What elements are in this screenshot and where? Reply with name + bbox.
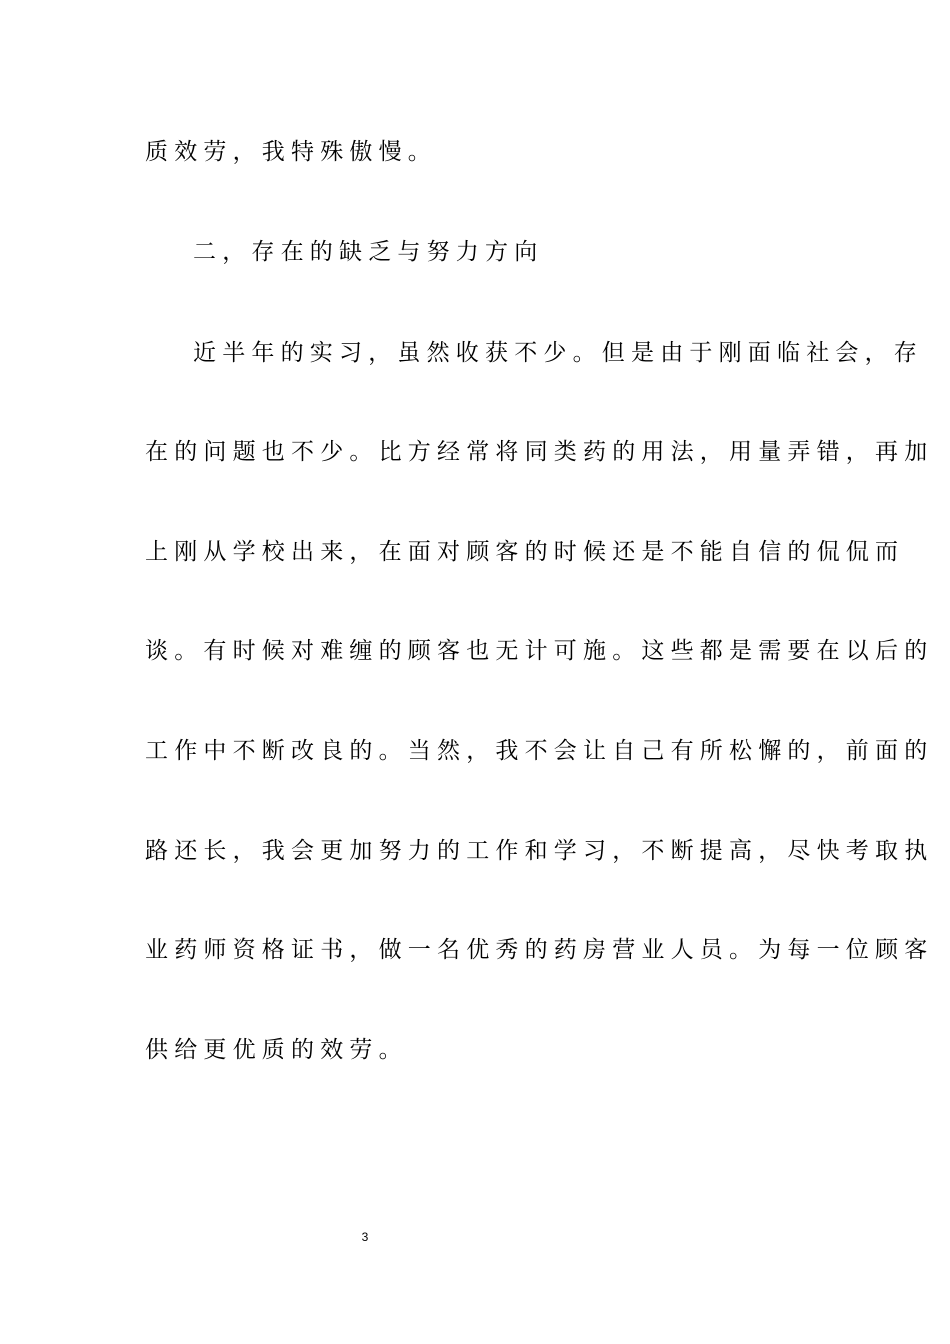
paragraph-line-9: 供给更优质的效劳。 [145,1037,408,1063]
paragraph-line-5: 谈。有时候对难缠的顾客也无计可施。这些都是需要在以后的 [145,638,934,664]
section-heading: 二，存在的缺乏与努力方向 [193,239,544,265]
paragraph-line-8: 业药师资格证书，做一名优秀的药房营业人员。为每一位顾客 [145,937,934,963]
paragraph-line-6: 工作中不断改良的。当然，我不会让自己有所松懈的，前面的 [145,738,934,764]
page-number: 3 [361,1230,369,1244]
paragraph-line-1: 质效劳，我特殊傲慢。 [145,139,437,165]
paragraph-line-2: 近半年的实习，虽然收获不少。但是由于刚面临社会，存 [193,340,923,366]
paragraph-line-7: 路还长，我会更加努力的工作和学习，不断提高，尽快考取执 [145,838,934,864]
paragraph-line-4: 上刚从学校出来，在面对顾客的时候还是不能自信的侃侃而 [145,539,905,565]
paragraph-line-3: 在的问题也不少。比方经常将同类药的用法，用量弄错，再加 [145,439,934,465]
